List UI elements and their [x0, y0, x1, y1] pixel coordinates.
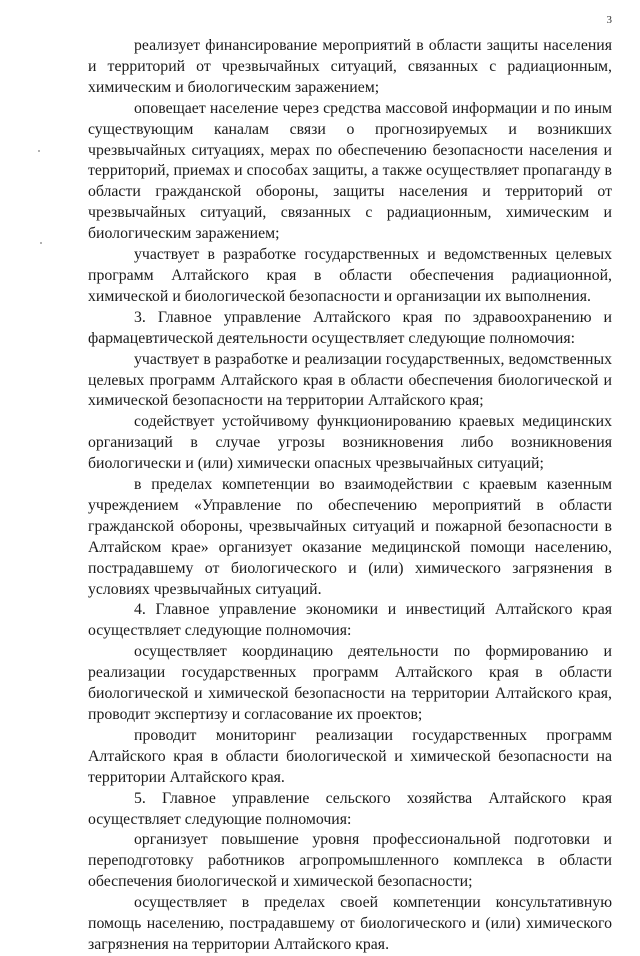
document-body [88, 36, 612, 956]
paragraph: участвует в разработке и реализации государственных, ведомственных целевых программ Алтайского края в области обеспечения биологической и химической безопасности на территории Алтайского края; [88, 350, 612, 410]
paragraph: 3. Главное управление Алтайского края по здравоохранению и фармацевтической деятельности осуществляет следующие полномочия: [88, 308, 612, 347]
paragraph: осуществляет в пределах своей компетенции консультативную помощь населению, пострадавшему от биологического и (или) химического загрязнения на территории Алтайского края. [88, 894, 612, 953]
paragraph: проводит мониторинг реализации государственных программ Алтайского края в области биологической и химической безопасности на территории Алтайского края. [88, 726, 612, 786]
paragraph: 5. Главное управление сельского хозяйства Алтайского края осуществляет следующие полномочия: [88, 789, 612, 828]
paragraph: в пределах компетенции во взаимодействии с краевым казенным учреждением «Управление по обеспечению мероприятий в области гражданской обороны, чрезвычайных ситуаций и пожарной безопасности в Алтайском крае» организует оказание медицинской помощи населению, пострадавшему от биологического и (или) химического загрязнения в условиях чрезвычайных ситуаций. [88, 476, 612, 598]
paragraph: содействует устойчивому функционированию краевых медицинских организаций в случае угрозы возникновения либо возникновения биологически и (или) химически опасных чрезвычайных ситуаций; [88, 413, 612, 473]
paragraph: 4. Главное управление экономики и инвестиций Алтайского края осуществляет следующие полномочия: [88, 601, 612, 640]
scan-artifact-dot [40, 242, 42, 244]
paragraph: организует повышение уровня профессиональной подготовки и переподготовку работников агропромышленного комплекса в области обеспечения биологической и химической безопасности; [88, 831, 612, 891]
paragraph: осуществляет координацию деятельности по формированию и реализации государственных программ Алтайского края в области биологической и химической безопасности на территории Алтайского края, проводит экспертизу и согласование их проектов; [88, 643, 612, 723]
paragraph: реализует финансирование мероприятий в области защиты населения и территорий от чрезвычайных ситуаций, связанных с радиационным, химическим и биологическим заражением; [88, 37, 612, 96]
paragraph: участвует в разработке государственных и ведомственных целевых программ Алтайского края в области обеспечения радиационной, химической и биологической безопасности и организации их выполнения. [88, 246, 612, 305]
scan-artifact-dot [38, 150, 40, 152]
paragraph: оповещает население через средства массовой информации и по иным существующим каналам связи о прогнозируемых и возникших чрезвычайных ситуациях, мерах по обеспечению безопасности населения и территорий, приемах и способах защиты, а также осуществляет пропаганду в области гражданской обороны, защиты населения и территорий от чрезвычайных ситуаций, связанных с радиационным, химическим и биологическим заражением; [88, 99, 612, 243]
page-number: 3 [606, 14, 612, 26]
